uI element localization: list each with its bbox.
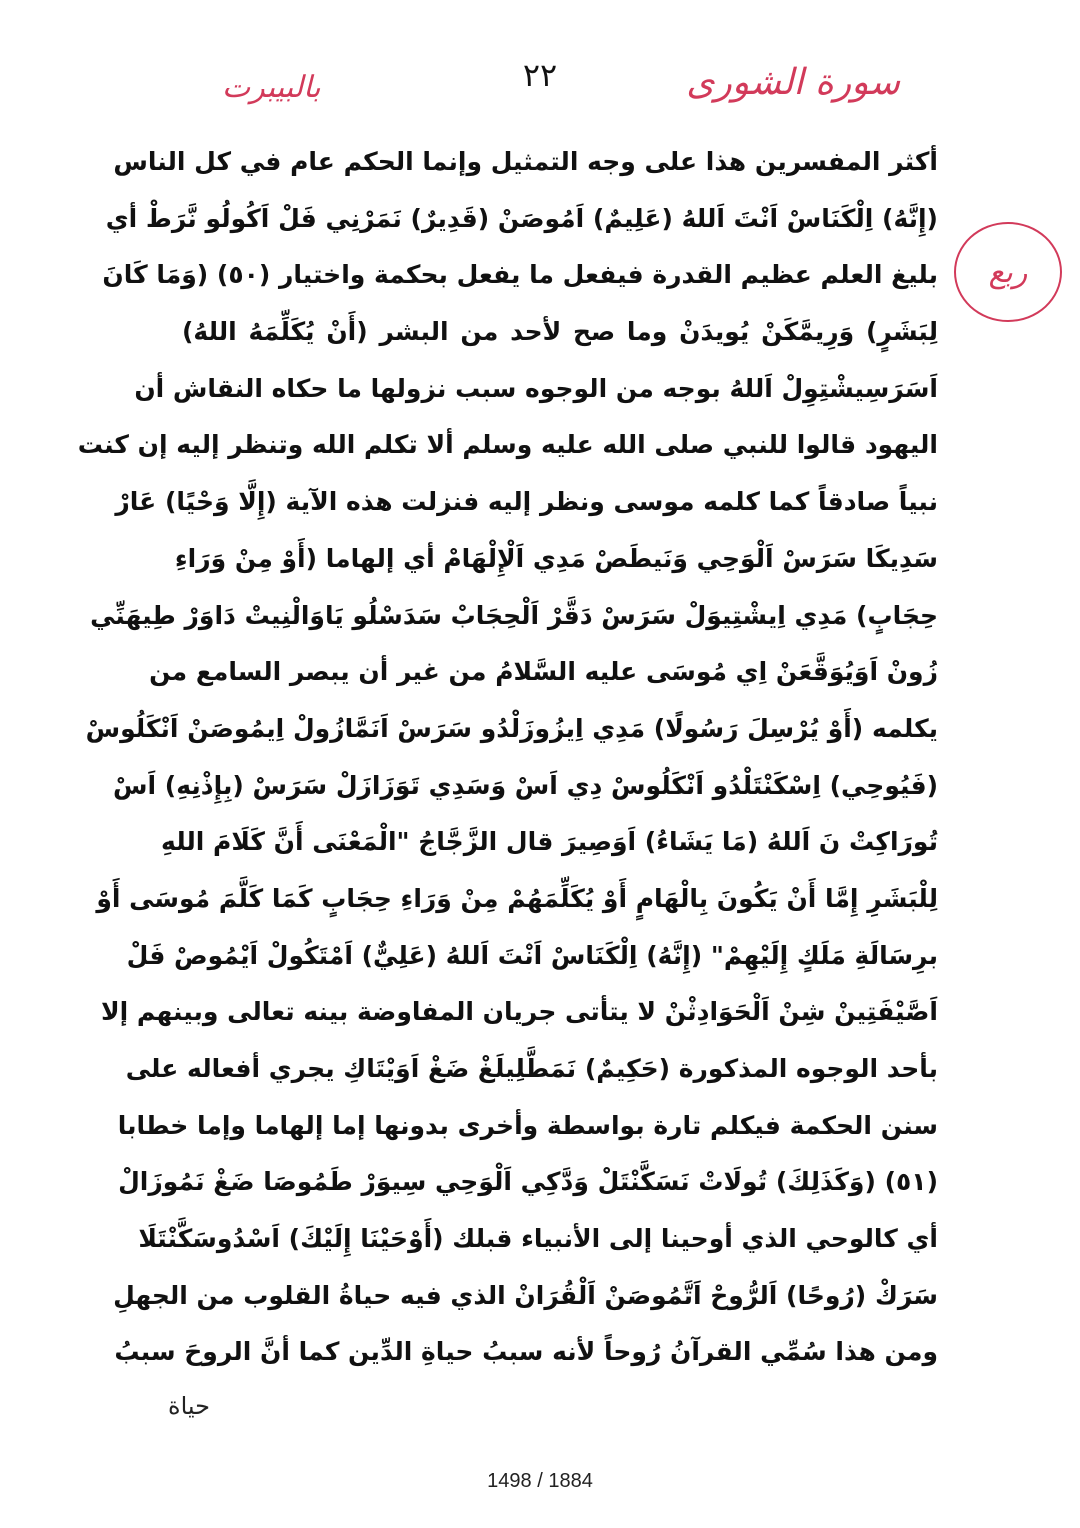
page-number: ٢٢ <box>522 56 558 94</box>
surah-name-handwritten: سورة الشورى <box>686 62 900 103</box>
page-counter: 1498 / 1884 <box>487 1470 593 1492</box>
text-line: تُورَاكِتْ نَ اَللهُ (مَا يَشَاءُ) اَوَصِيرَ قال الزَّجَّاجُ "الْمَعْنَى أَنَّ كَلَامَ اللهِ <box>161 827 938 857</box>
margin-quarter-marker <box>954 222 1062 322</box>
text-line: بليغ العلم عظيم القدرة فيفعل ما يفعل بحكمة واختيار (٥٠) (وَمَا كَانَ <box>102 260 938 290</box>
text-line: اَسَرَسِيشْتِوِلْ اَللهُ بوجه من الوجوه سبب نزولها ما حكاه النقاش أن <box>134 373 938 403</box>
text-line: سَدِيكَا سَرَسْ اَلْوَحِي وَنَيطَصْ مَدِي اَلْإِلْهَامْ أي إلهاما (أَوْ مِنْ وَرَاءِ <box>174 543 938 573</box>
text-line: (إِنَّهُ) اِلْكَنَاسْ اَنْتَ اَللهُ (عَلِيمٌ) اَمُوصَنْ (قَدِيرٌ) نَمَرْنِي فَلْ اَكُولُو نَّرَطْ أي <box>105 203 938 233</box>
text-line: بأحد الوجوه المذكورة (حَكِيمٌ) نَمَطَّلِيلَغْ ضَغْ اَوَيْتَاكِ يجري أفعاله على <box>125 1054 938 1083</box>
text-line: يكلمه (أَوْ يُرْسِلَ رَسُولًا) مَدِي اِيزُوزَلْدُو سَرَسْ اَنَمَّازُولْ اِيمُوصَنْ اَنْكَلُوسْ <box>85 713 938 743</box>
text-line: حِجَابٍ) مَدِي اِيشْتِيوَلْ سَرَسْ دَقَّرْ اَلْحِجَابْ سَدَسْلُو يَاوَالْنِيتْ دَاوَرْ طِيهَنِّي <box>90 600 938 630</box>
text-line: ومن هذا سُمِّي القرآنُ رُوحاً لأنه سببُ حياةِ الدِّين كما أنَّ الروحَ سببُ <box>114 1337 938 1367</box>
text-line: لِلْبَشَرِ إِمَّا أَنْ يَكُونَ بِالْهَامٍ أَوْ يُكَلِّمَهُمْ مِنْ وَرَاءِ حِجَابٍ كَمَا كَلَّمَ مُوسَى أَوْ <box>96 883 938 913</box>
text-line: سنن الحكمة فيكلم تارة بواسطة وأخرى بدونها إما إلهاما وإما خطابا <box>117 1110 938 1140</box>
catchword: حياة <box>168 1392 210 1420</box>
text-line: زُونْ اَوَيُوَقَّعَنْ اِي مُوسَى عليه السَّلامُ من غير أن يبصر السامع من <box>149 657 938 687</box>
margin-note-text: ربع <box>988 254 1028 290</box>
text-line: (٥١) (وَكَذَلِكَ) تُولَاتْ نَسَكَّنْتَلْ وَدَّكِي اَلْوَحِي سِيوَرْ طَمُوصَا ضَغْ نَمُوزَالْ <box>118 1167 938 1197</box>
text-line: اَصَّيْفَتِينْ شِنْ اَلْحَوَادِثْنْ لا يتأتى جريان المفاوضة بينه تعالى وبينهم إلا <box>101 997 938 1027</box>
text-line: (فَيُوحِي) اِسْكَنْتَلْدُو اَنْكَلُوسْ دِي اَسْ وَسَدِي تَوَزَازَلْ سَرَسْ (بِإِذْنِهِ) اَسْ <box>113 770 938 800</box>
handwritten-note-left: بالبيبرت <box>222 70 321 105</box>
text-line: نبياً صادقاً كما كلمه موسى ونظر إليه فنزلت هذه الآية (إِلَّا وَحْيًا) عَارْ <box>115 487 938 517</box>
body-text <box>77 134 938 1381</box>
text-line: اليهود قالوا للنبي صلى الله عليه وسلم ألا تكلم الله وتنظر إليه إن كنت <box>77 430 938 460</box>
text-line: برِسَالَةِ مَلَكٍ إِلَيْهِمْ" (إِنَّهُ) اِلْكَنَاسْ اَنْتَ اَللهُ (عَلِيٌّ) اَمْتَكُولْ اَيْمُوصْ فَلْ <box>126 940 938 970</box>
text-line: أكثر المفسرين هذا على وجه التمثيل وإنما الحكم عام في كل الناس <box>113 147 938 176</box>
text-line: لِبَشَرٍ) وَرِيمَّكَنْ يُويدَنْ وما صح لأحد من البشر (أَنْ يُكَلِّمَهُ اللهُ) <box>182 317 938 347</box>
text-line: سَرَكْ (رُوحًا) اَلرُّوحْ اَتَّمُوصَنْ اَلْقُرَانْ الذي فيه حياةُ القلوب من الجهلِ <box>113 1280 938 1310</box>
text-line: أي كالوحي الذي أوحينا إلى الأنبياء قبلك (أَوْحَيْنَا إِلَيْكَ) اَسْدُوسَكَّنْتَلَا <box>138 1224 938 1254</box>
